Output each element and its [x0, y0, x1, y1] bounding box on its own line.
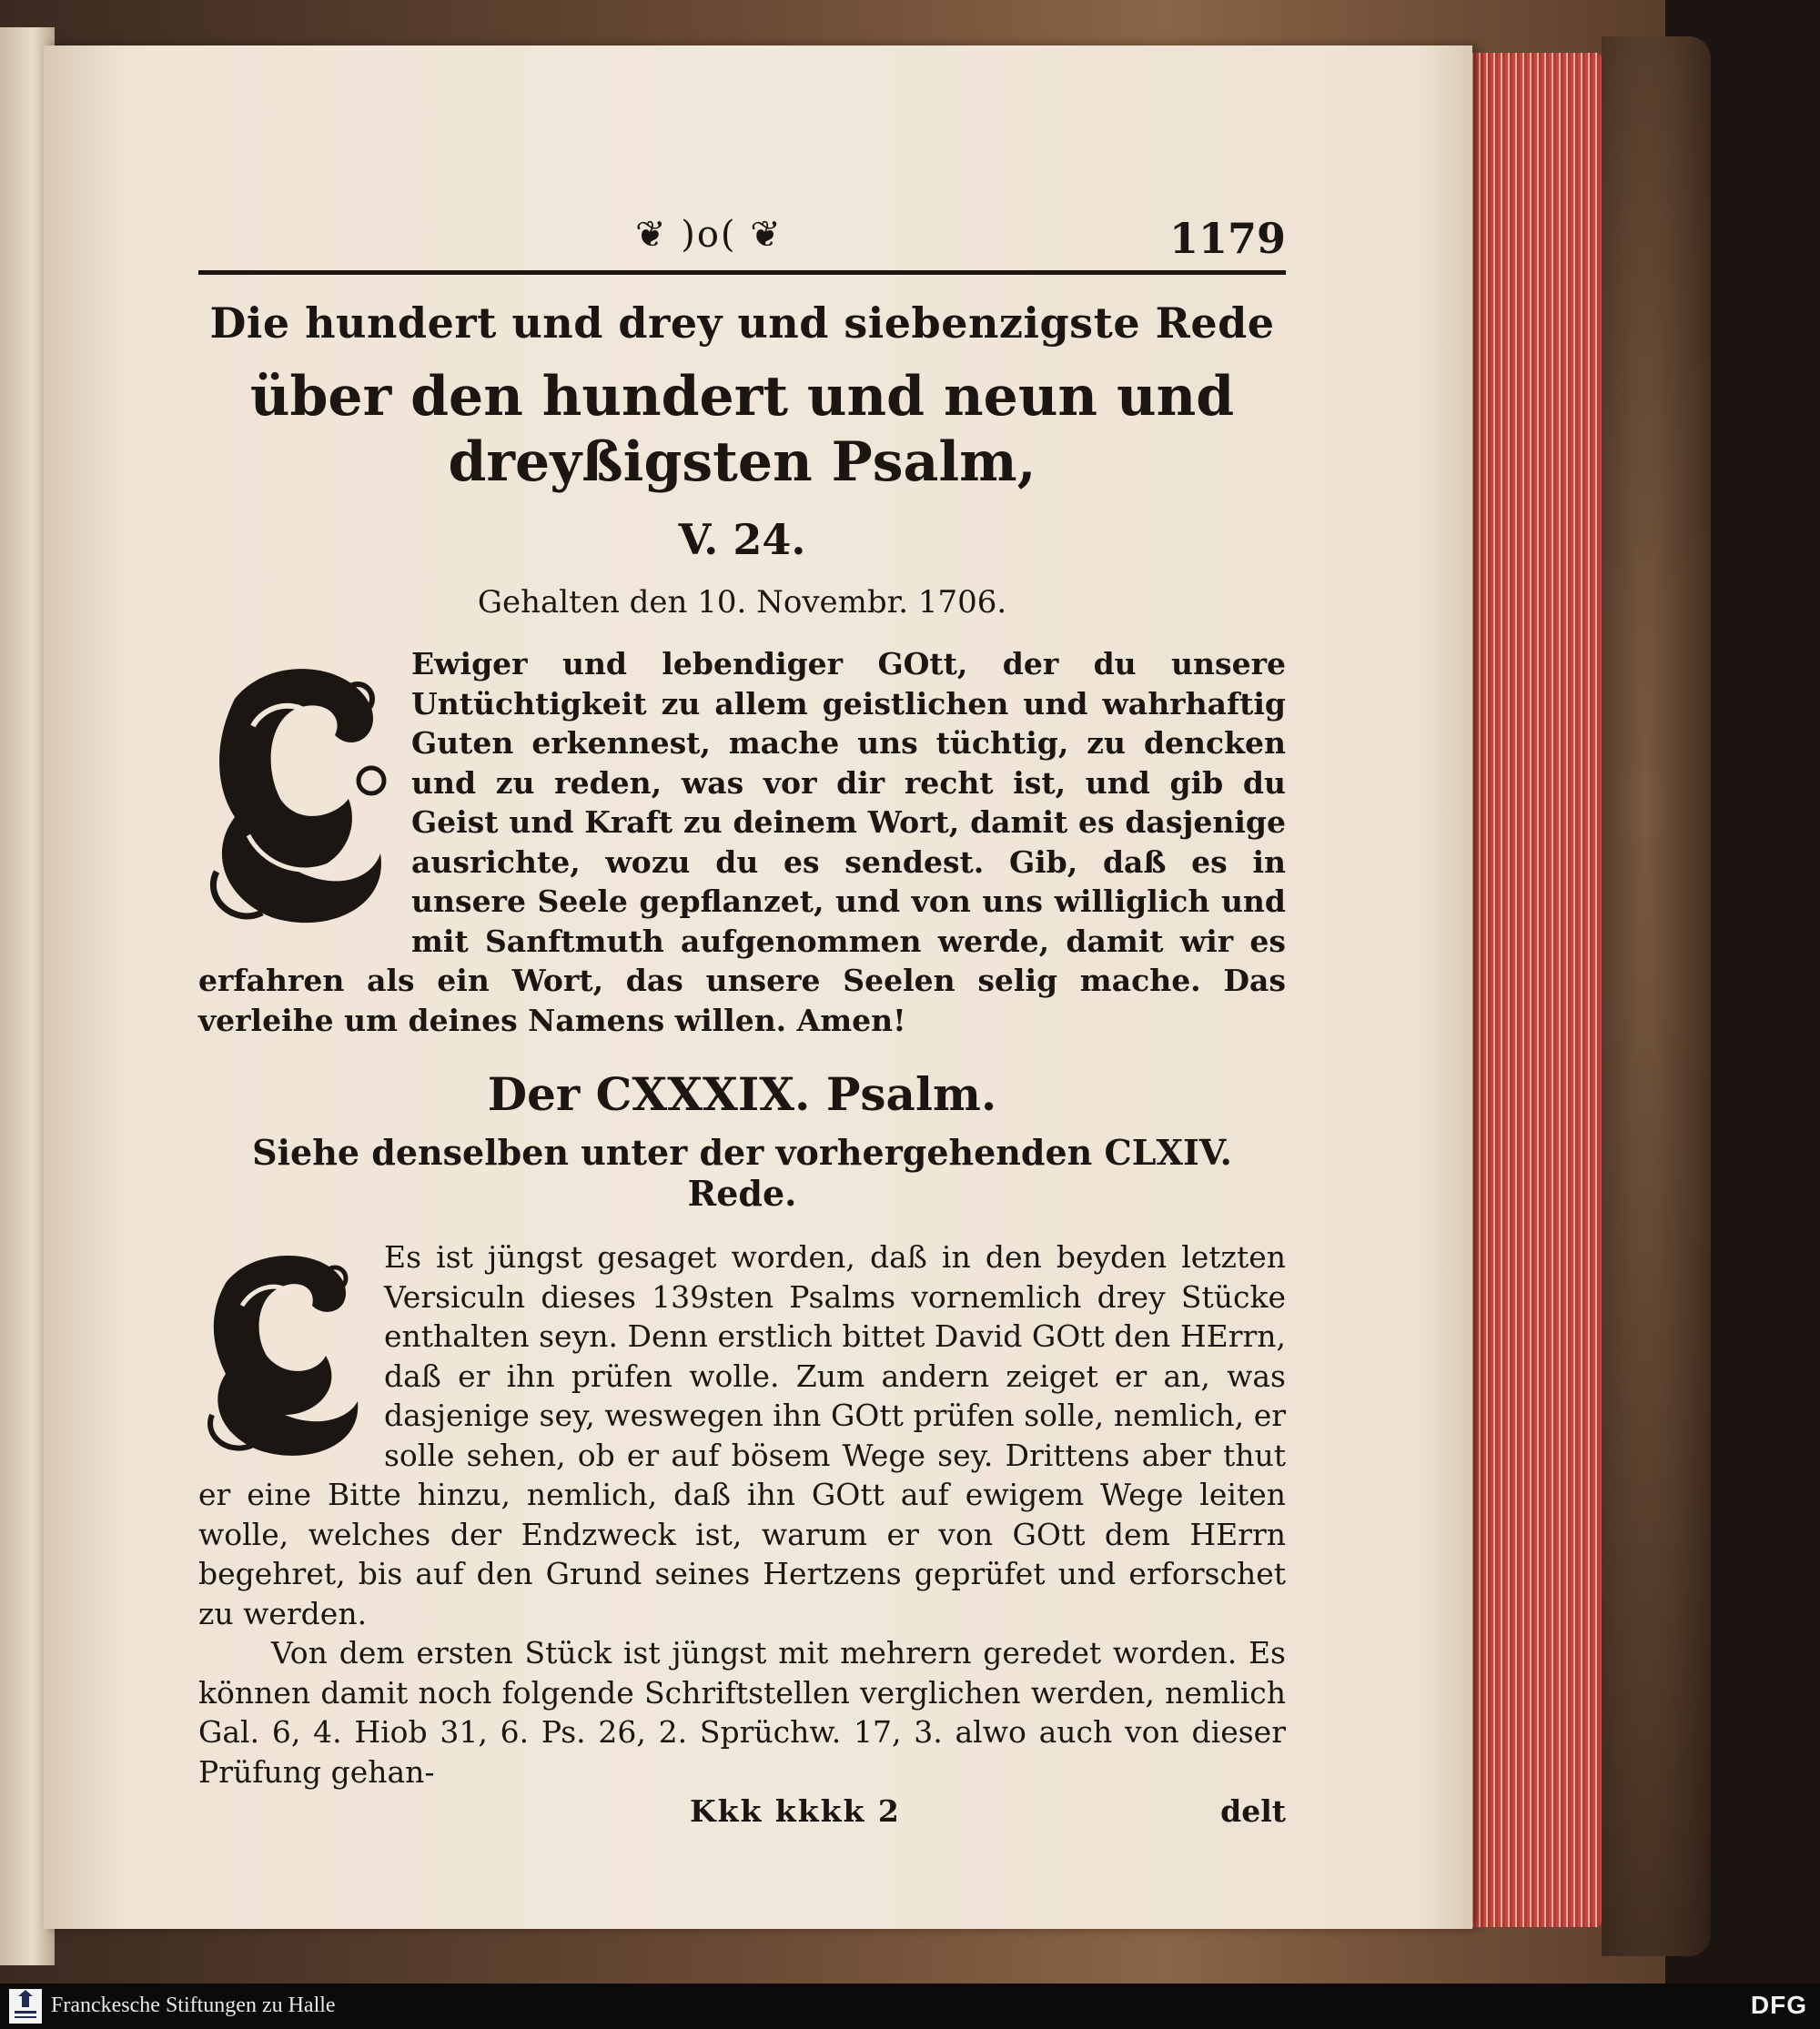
viewer-footer-bar	[0, 1984, 1820, 2029]
sermon-date: Gehalten den 10. Novembr. 1706.	[477, 584, 1007, 621]
body-block	[198, 1237, 1286, 1792]
body-paragraph: Es ist jüngst gesaget worden, daß in den beyden letzten Versiculn dieses 139sten Psalms vornemlich drey Stücke enthalten seyn. Denn erstlich bittet David GOtt den HErrn, daß er ihn prüfen wolle. Zum andern zeiget er an, was dasjenige sey, weswegen ihn GOtt prüfen solle, nemlich, er solle sehen, ob er auf bösem Wege sey. Drittens aber thut er eine Bitte hinzu, nemlich, daß ihn GOtt auf ewigem Wege leiten wolle, welches der Endzweck ist, warum er von GOtt dem HErrn begehret, bis auf den Grund seines Hertzens geprüfet und erforschet zu werden.	[198, 1239, 1286, 1631]
page-number: 1179	[1168, 214, 1286, 263]
institution-name: Franckesche Stiftungen zu Halle	[51, 1994, 336, 2017]
page	[44, 45, 1472, 1929]
sermon-subtitle: über den hundert und neun und dreyßigsten Psalm,	[249, 365, 1235, 494]
institution-logo-icon	[9, 1989, 42, 2024]
sermon-title: Die hundert und drey und siebenzigste Rede	[209, 298, 1275, 348]
signature-mark: Kkk kkkk 2	[690, 1793, 901, 1829]
running-head-ornament: ❦ )o( ❦	[635, 214, 783, 256]
opening-prayer: Ewiger und lebendiger GOtt, der du unsere Untüchtigkeit zu allem geistlichen und wahrhaftig Guten erkennest, mache uns tüchtig, zu dencken und zu reden, was vor dir recht ist, und gib du Geist und Kraft zu deinem Wort, damit es dasjenige ausrichte, wozu du es sendest. Gib, daß es in unsere Seele gepflanzet, und von uns williglich und mit Sanftmuth aufgenommen werde, damit wir es erfahren als ein Wort, das unsere Seelen selig mache. Das verleihe um deines Namens willen. Amen!	[198, 646, 1286, 1038]
head-rule	[198, 270, 1286, 275]
psalm-heading: Der CXXXIX. Psalm.	[487, 1067, 997, 1121]
page-content	[198, 214, 1286, 1837]
decorated-initial-e-icon	[198, 1237, 371, 1460]
running-head	[198, 214, 1286, 268]
prayer-block	[198, 644, 1286, 1040]
dfg-logo: DFG	[1750, 1991, 1807, 2019]
body-paragraph: Von dem ersten Stück ist jüngst mit mehrern geredet worden. Es können damit noch folgende Schriftstellen verglichen werden, nemlich Gal. 6, 4. Hiob 31, 6. Ps. 26, 2. Sprüchw. 17, 3. alwo auch von dieser Prüfung gehan-	[198, 1635, 1286, 1790]
book-spine-edge	[1602, 36, 1711, 1956]
page-footer-line	[198, 1793, 1286, 1837]
catchword: delt	[1220, 1793, 1286, 1829]
psalm-reference-note: Siehe denselben unter der vorhergehenden CLXIV. Rede.	[252, 1132, 1232, 1214]
decorated-initial-e-icon	[198, 644, 399, 935]
verse-reference: V. 24.	[678, 515, 806, 564]
